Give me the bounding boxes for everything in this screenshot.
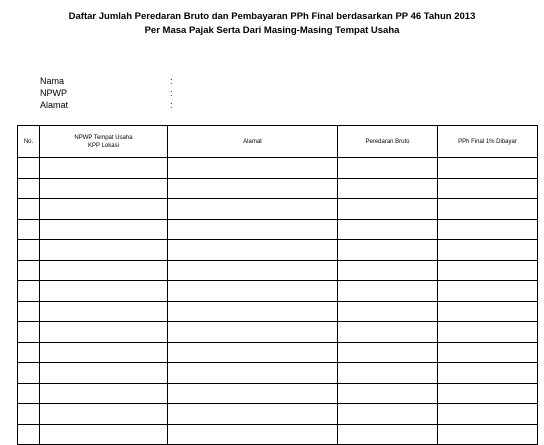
header-no: No. (18, 126, 40, 158)
cell-peredaran-bruto (338, 199, 438, 220)
cell-alamat (168, 240, 338, 261)
cell-pph-final (438, 383, 538, 404)
table-row (18, 199, 538, 220)
cell-peredaran-bruto (338, 322, 438, 343)
cell-peredaran-bruto (338, 178, 438, 199)
cell-npwp (40, 301, 168, 322)
cell-no (18, 158, 40, 179)
cell-npwp (40, 260, 168, 281)
cell-npwp (40, 240, 168, 261)
cell-alamat (168, 178, 338, 199)
header-npwp (40, 126, 168, 158)
info-separator: : (170, 88, 173, 98)
cell-npwp (40, 342, 168, 363)
table-row (18, 281, 538, 302)
cell-peredaran-bruto (338, 158, 438, 179)
cell-pph-final (438, 158, 538, 179)
cell-pph-final (438, 322, 538, 343)
info-separator: : (170, 100, 173, 110)
cell-alamat (168, 322, 338, 343)
tax-table (17, 125, 538, 445)
cell-peredaran-bruto (338, 260, 438, 281)
cell-peredaran-bruto (338, 301, 438, 322)
cell-alamat (168, 219, 338, 240)
cell-npwp (40, 281, 168, 302)
header-peredaran-bruto: Peredaran Bruto (338, 126, 438, 158)
table-row (18, 322, 538, 343)
table-row (18, 383, 538, 404)
table-header-row (18, 126, 538, 158)
cell-no (18, 342, 40, 363)
table-row (18, 301, 538, 322)
cell-no (18, 383, 40, 404)
cell-npwp (40, 178, 168, 199)
cell-pph-final (438, 301, 538, 322)
table-body (18, 158, 538, 445)
info-row-alamat (40, 100, 173, 111)
cell-npwp (40, 383, 168, 404)
info-row-npwp (40, 88, 173, 99)
cell-pph-final (438, 363, 538, 384)
cell-npwp (40, 404, 168, 425)
cell-alamat (168, 383, 338, 404)
cell-pph-final (438, 342, 538, 363)
table-row (18, 178, 538, 199)
cell-npwp (40, 322, 168, 343)
cell-alamat (168, 404, 338, 425)
table-row (18, 363, 538, 384)
document-title-line-1: Daftar Jumlah Peredaran Bruto dan Pembayaran PPh Final berdasarkan PP 46 Tahun 2013 (68, 11, 476, 22)
cell-peredaran-bruto (338, 281, 438, 302)
info-row-nama (40, 76, 173, 87)
cell-no (18, 301, 40, 322)
header-pph-final: PPh Final 1% Dibayar (438, 126, 538, 158)
cell-alamat (168, 281, 338, 302)
cell-no (18, 240, 40, 261)
cell-no (18, 178, 40, 199)
table-row (18, 158, 538, 179)
table-row (18, 342, 538, 363)
info-label-nama: Nama (40, 76, 65, 86)
header-npwp-line-2: KPP Lokasi (88, 142, 119, 149)
cell-alamat (168, 301, 338, 322)
cell-no (18, 219, 40, 240)
cell-peredaran-bruto (338, 219, 438, 240)
table-row (18, 219, 538, 240)
cell-npwp (40, 199, 168, 220)
cell-peredaran-bruto (338, 240, 438, 261)
cell-npwp (40, 158, 168, 179)
cell-no (18, 424, 40, 445)
cell-pph-final (438, 240, 538, 261)
cell-alamat (168, 260, 338, 281)
table-row (18, 260, 538, 281)
cell-pph-final (438, 281, 538, 302)
cell-alamat (168, 342, 338, 363)
cell-peredaran-bruto (338, 404, 438, 425)
table-row (18, 424, 538, 445)
cell-npwp (40, 219, 168, 240)
cell-peredaran-bruto (338, 342, 438, 363)
cell-pph-final (438, 424, 538, 445)
cell-no (18, 322, 40, 343)
cell-alamat (168, 199, 338, 220)
cell-alamat (168, 158, 338, 179)
cell-peredaran-bruto (338, 424, 438, 445)
table-row (18, 240, 538, 261)
cell-no (18, 199, 40, 220)
info-separator: : (170, 76, 173, 86)
cell-npwp (40, 363, 168, 384)
cell-no (18, 404, 40, 425)
info-label-alamat: Alamat (40, 100, 69, 110)
cell-pph-final (438, 219, 538, 240)
cell-pph-final (438, 260, 538, 281)
cell-peredaran-bruto (338, 383, 438, 404)
info-label-npwp: NPWP (40, 88, 67, 98)
cell-pph-final (438, 404, 538, 425)
cell-npwp (40, 424, 168, 445)
table-row (18, 404, 538, 425)
cell-peredaran-bruto (338, 363, 438, 384)
cell-alamat (168, 424, 338, 445)
cell-no (18, 281, 40, 302)
cell-pph-final (438, 178, 538, 199)
cell-no (18, 260, 40, 281)
document-title-line-2: Per Masa Pajak Serta Dari Masing-Masing Tempat Usaha (144, 25, 400, 36)
header-npwp-line-1: NPWP Tempat Usaha (74, 134, 133, 141)
cell-alamat (168, 363, 338, 384)
header-alamat: Alamat (168, 126, 338, 158)
cell-pph-final (438, 199, 538, 220)
cell-no (18, 363, 40, 384)
